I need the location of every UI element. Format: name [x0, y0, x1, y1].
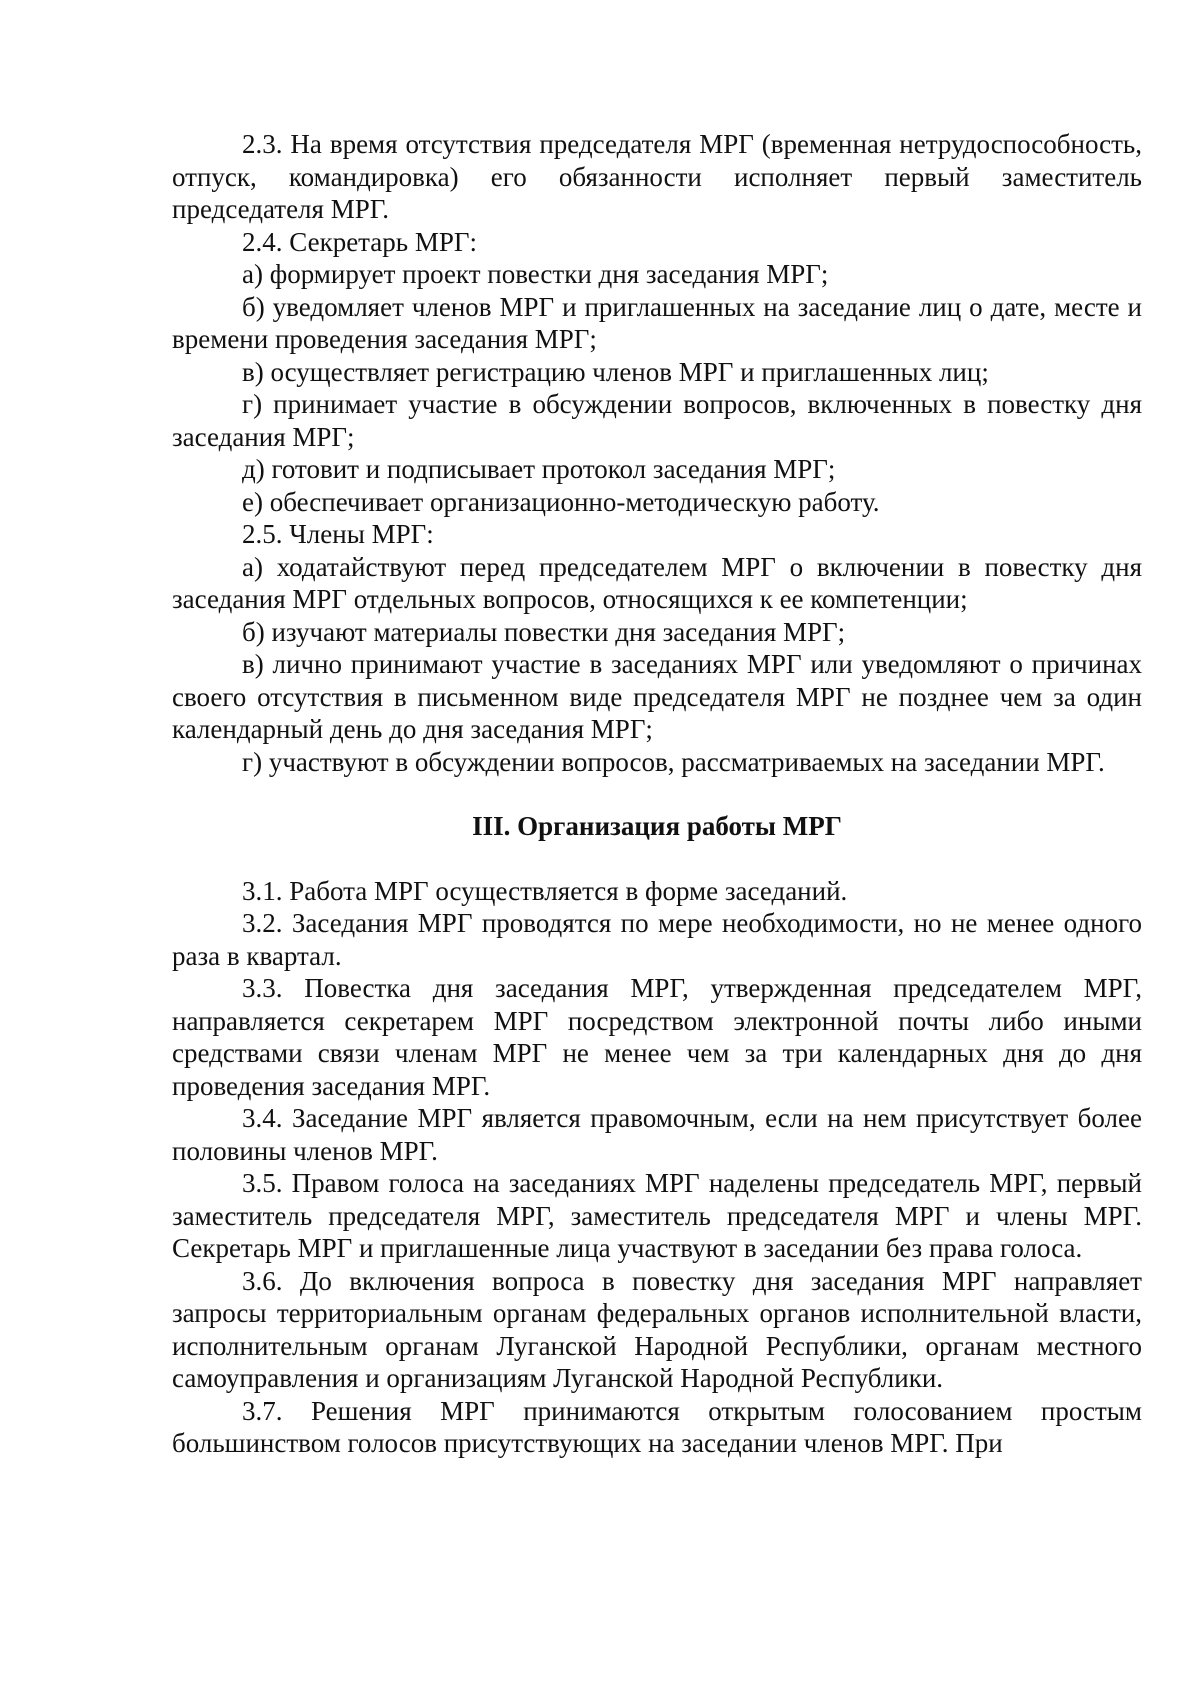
paragraph-3-7: 3.7. Решения МРГ принимаются открытым голосованием простым большинством голосов присутствующих на заседании членов МРГ. При	[172, 1395, 1142, 1458]
paragraph-2-5-a: а) ходатайствуют перед председателем МРГ о включении в повестку дня заседания МРГ отдельных вопросов, относящихся к ее компетенции;	[172, 551, 1142, 614]
paragraph-2-5-v: в) лично принимают участие в заседаниях МРГ или уведомляют о причинах своего отсутствия в письменном виде председателя МРГ не позднее чем за один календарный день до дня заседания МРГ;	[172, 649, 1142, 744]
paragraph-2-4-b: б) уведомляет членов МРГ и приглашенных на заседание лиц о дате, месте и времени проведения заседания МРГ;	[172, 291, 1142, 354]
paragraph-2-5-g: г) участвуют в обсуждении вопросов, рассматриваемых на заседании МРГ.	[242, 746, 1105, 777]
paragraph-2-4-a: а) формирует проект повестки дня заседания МРГ;	[242, 259, 829, 289]
paragraph-2-4-v: в) осуществляет регистрацию членов МРГ и приглашенных лиц;	[242, 356, 989, 387]
paragraph-3-1: 3.1. Работа МРГ осуществляется в форме заседаний.	[242, 875, 848, 906]
paragraph-3-2: 3.2. Заседания МРГ проводятся по мере необходимости, но не менее одного раза в квартал.	[172, 908, 1142, 971]
paragraph-3-3: 3.3. Повестка дня заседания МРГ, утвержденная председателем МРГ, направляется секретарем МРГ посредством электронной почты либо иными средствами связи членам МРГ не менее чем за три календарных дня до дня проведения заседания МРГ.	[172, 973, 1142, 1101]
section-heading: III. Организация работы МРГ	[472, 811, 842, 841]
paragraph-2-4-d: д) готовит и подписывает протокол заседания МРГ;	[242, 454, 836, 484]
paragraph-2-4: 2.4. Секретарь МРГ:	[242, 226, 477, 257]
paragraph-2-4-e: е) обеспечивает организационно-методическую работу.	[242, 486, 880, 517]
document-body	[172, 128, 1142, 1460]
paragraph-2-3: 2.3. На время отсутствия председателя МРГ (временная нетрудоспособность, отпуск, командировка) его обязанности исполняет первый заместитель председателя МРГ.	[172, 129, 1142, 224]
paragraph-2-5-b: б) изучают материалы повестки дня заседания МРГ;	[242, 616, 846, 647]
paragraph-3-4: 3.4. Заседание МРГ является правомочным, если на нем присутствует более половины членов МРГ.	[172, 1103, 1142, 1166]
paragraph-2-5: 2.5. Члены МРГ:	[242, 519, 434, 549]
paragraph-3-5: 3.5. Правом голоса на заседаниях МРГ наделены председатель МРГ, первый заместитель председателя МРГ, заместитель председателя МРГ и члены МРГ. Секретарь МРГ и приглашенные лица участвуют в заседании без права голоса.	[172, 1168, 1142, 1263]
paragraph-3-6: 3.6. До включения вопроса в повестку дня заседания МРГ направляет запросы территориальным органам федеральных органов исполнительной власти, исполнительным органам Луганской Народной Республики, органам местного самоуправления и организациям Луганской Народной Республики.	[172, 1265, 1142, 1393]
paragraph-2-4-g: г) принимает участие в обсуждении вопросов, включенных в повестку дня заседания МРГ;	[172, 389, 1142, 452]
